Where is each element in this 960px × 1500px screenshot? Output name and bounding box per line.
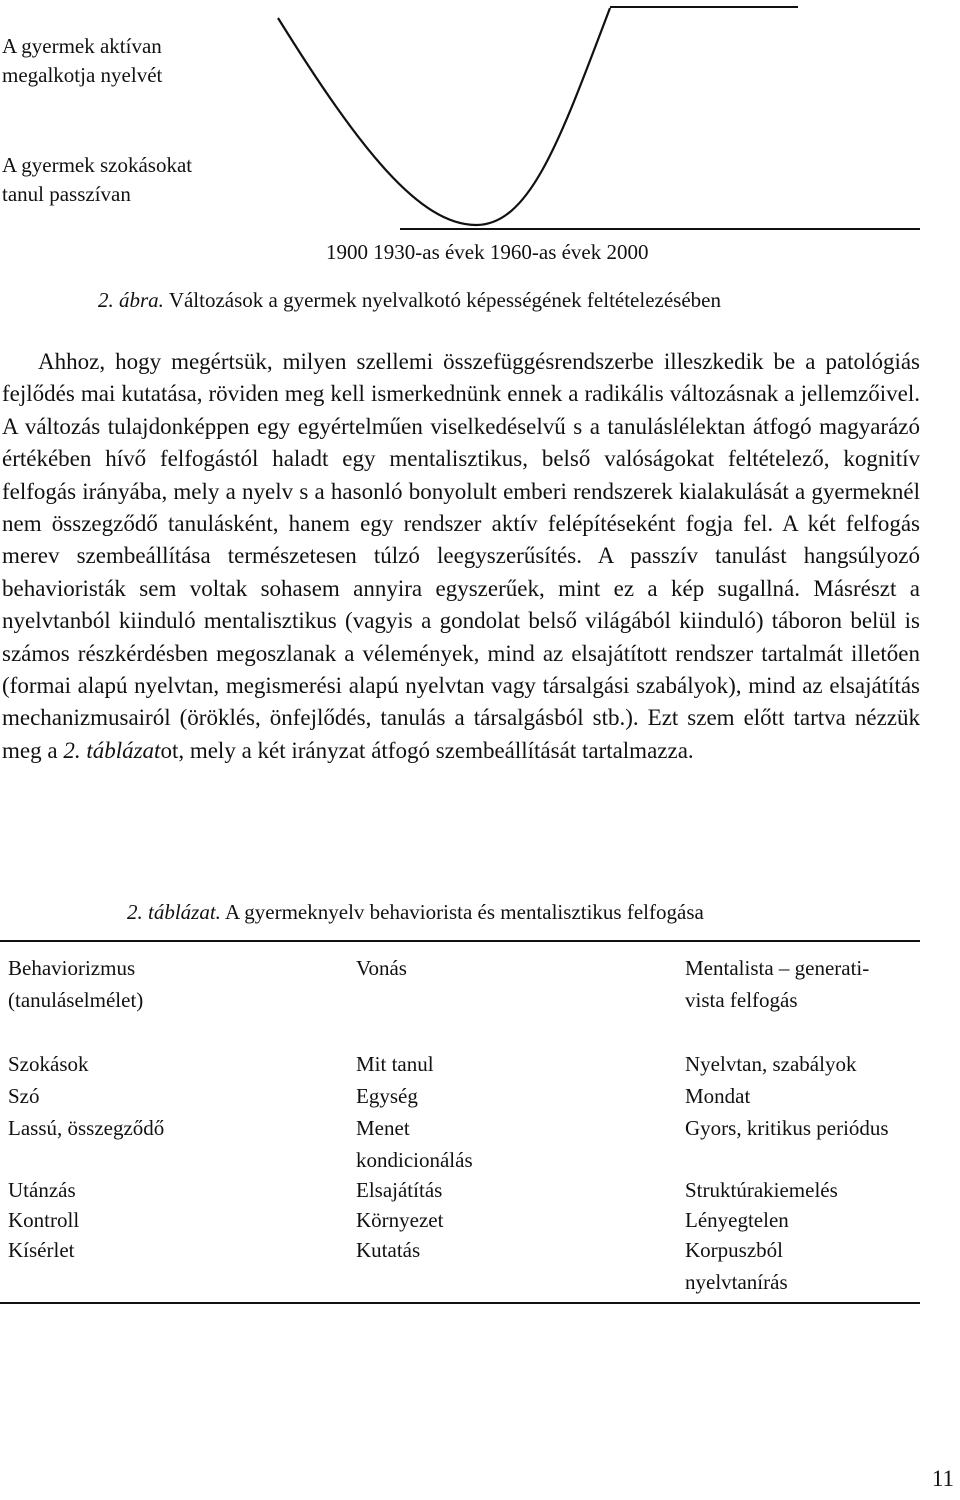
body-text-table-ref: 2. táblázat [63,737,161,763]
cell-text: Menet [356,1116,410,1140]
table-cell [356,1174,442,1206]
table-header-row [8,952,920,1048]
header-cell-text: Mentalista – generati- [685,956,870,980]
figure-label-passive-line1: A gyermek szokásokat [2,153,193,177]
figure-caption-text: Változások a gyermek nyelvalkotó képességének feltételezésében [168,288,721,312]
table-cell [685,1234,788,1298]
table-cell [356,1204,443,1236]
cell-text: Kutatás [356,1238,421,1262]
table-row [8,1234,920,1296]
cell-text: Szokások [8,1052,89,1076]
cell-text: kondicionálás [356,1148,473,1172]
figure-curve [278,8,610,225]
table-cell [685,1048,856,1080]
cell-text: Egység [356,1084,418,1108]
figure-label-passive-line2: tanul passzívan [2,182,131,206]
cell-text: Mondat [685,1084,751,1108]
body-paragraph [2,346,920,767]
figure-label-active-line2: megalkotja nyelvét [2,63,163,87]
table-cell [8,1174,76,1206]
cell-text: Szó [8,1084,40,1108]
body-text-part3: ot, mely a két irányzat átfogó szembeállítását tartalmazza. [160,737,694,763]
table-top-rule [0,940,920,942]
table-row [8,1048,920,1080]
cell-text: nyelvtanírás [685,1270,788,1294]
table-cell [685,1080,750,1112]
cell-text: Lassú, összegződő [8,1116,165,1140]
table-row [8,1204,920,1234]
cell-text: Mit tanul [356,1052,434,1076]
cell-text: Gyors, kritikus periódus [685,1116,889,1140]
table-row [8,1080,920,1112]
cell-text: Kísérlet [8,1238,75,1262]
figure-label-passive [2,151,192,209]
figure-label-active [2,32,162,90]
body-text-part1: Ahhoz, hogy megértsük, milyen szellemi összefüggésrendszerbe illeszkedik be a patológiás fejlődés mai kutatása, röviden meg kell ismerkednünk ennek a radikális változásnak a jellemzőivel. A változás tulajdonképpen egy egyértelműen viselkedéselvű s a tanuláslélektan átfogó magyarázó értékében hívő felfogástól haladt egy mentalisztikus, belső valóságokat feltételező, kognitív felfogás irányába, mely a nyelv s a hasonló bonyolult emberi rendszerek kialakulását a gyermeknél nem összegződő tanulásként, hanem egy rendszer aktív felépítéseként fogja fel. A két felfogás merev szembeállítása természetesen túlzó leegyszerűsítés. A passzív tanulást hangsúlyozó behavioristák sem voltak sohasem annyira egyszerűek, mint ez a kép sugallná. Másrészt a nyelvtanból kiinduló mentalisztikus (vagyis a gondolat belső világából kiinduló) táboron belül is számos részkérdésben megoszlanak a vélemények, mind az elsajátított rendszer tartalmát illetően (formai alapú nyelvtan, megismerési alapú nyelvtan vagy társalgási szabályok), mind az elsajátítás mechanizmusairól (öröklés, önfejlődés, tanulás a társalgásból stb.). Ezt szem előtt tartva nézzük meg a [2,349,920,763]
header-cell-text: Vonás [356,956,407,980]
figure-label-active-line1: A gyermek aktívan [2,34,162,58]
table-caption [127,900,704,925]
table-row [8,1112,920,1174]
header-mentalist [685,952,869,1016]
header-cell-text: vista felfogás [685,988,798,1012]
figure-timeline: 1900 1930-as évek 1960-as évek 2000 [326,240,649,264]
table-cell [685,1204,789,1236]
table-bottom-rule [0,1302,920,1304]
header-cell-text: (tanuláselmélet) [8,988,144,1012]
table-cell [685,1112,889,1144]
table-cell [8,1048,89,1080]
table-cell [685,1174,838,1206]
header-cell-text: Behaviorizmus [8,956,136,980]
cell-text: Lényegtelen [685,1208,789,1232]
table-caption-text: A gyermeknyelv behaviorista és mentalisztikus felfogása [225,900,704,924]
table-cell [8,1204,79,1236]
cell-text: Elsajátítás [356,1178,443,1202]
table-cell [356,1048,434,1080]
cell-text: Környezet [356,1208,444,1232]
figure-caption-number: 2. ábra. [98,288,164,312]
header-feature [356,952,407,984]
cell-text: Utánzás [8,1178,76,1202]
table-cell [8,1112,164,1144]
comparison-table [8,952,920,1296]
table-cell [8,1234,74,1266]
page-number: 11 [931,1466,954,1491]
cell-text: Korpuszból [685,1238,783,1262]
header-behaviorism [8,952,143,1016]
cell-text: Nyelvtan, szabályok [685,1052,857,1076]
table-row [8,1174,920,1204]
table-cell [8,1080,40,1112]
table-cell [356,1234,420,1266]
table-caption-number: 2. táblázat. [127,900,221,924]
table-cell [356,1112,473,1176]
figure-caption [98,288,721,313]
cell-text: Struktúrakiemelés [685,1178,838,1202]
table-cell [356,1080,418,1112]
cell-text: Kontroll [8,1208,80,1232]
